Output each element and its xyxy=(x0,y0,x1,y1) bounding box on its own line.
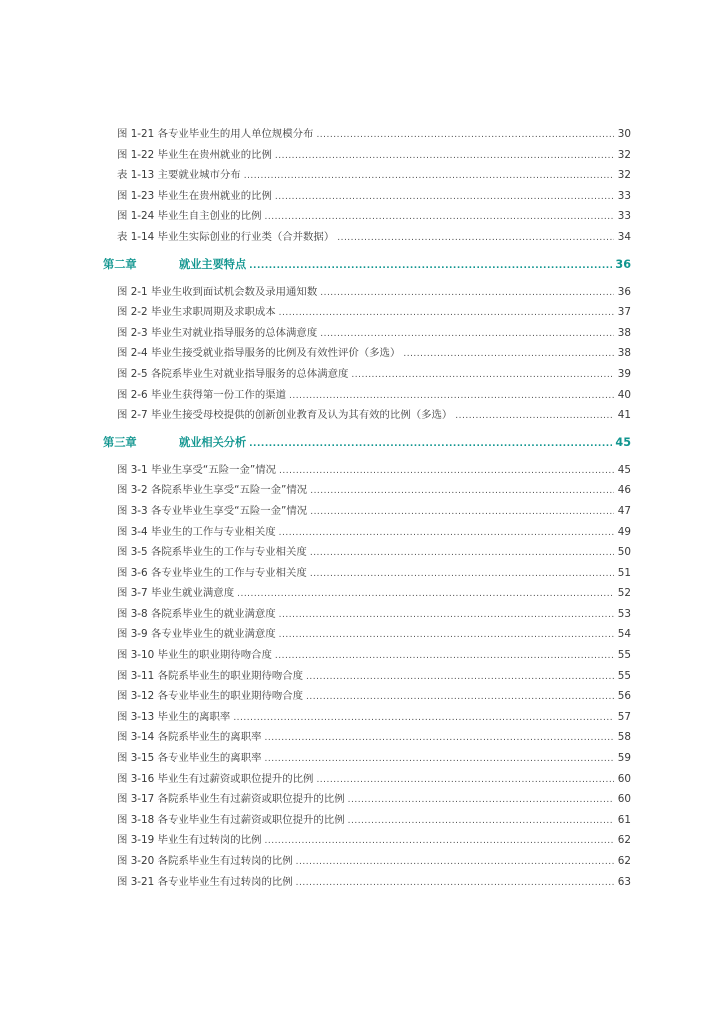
page-number: 60 xyxy=(617,772,631,785)
dot-leader xyxy=(264,831,614,852)
page-number: 55 xyxy=(617,649,631,662)
dot-leader xyxy=(320,283,614,304)
toc-entry-row[interactable] xyxy=(103,302,631,323)
toc-entry-row[interactable] xyxy=(103,830,631,851)
page-number: 33 xyxy=(617,210,631,223)
toc-entry-title: 图 3-19 毕业生有过转岗的比例 xyxy=(117,834,262,847)
dot-leader xyxy=(237,584,614,605)
dot-leader xyxy=(279,605,614,626)
toc-entry-title: 图 3-3 各专业毕业生享受“五险一金”情况 xyxy=(117,504,308,517)
toc-entry-row[interactable] xyxy=(103,343,631,364)
toc-entry-row[interactable] xyxy=(103,851,631,872)
page-number: 50 xyxy=(617,546,631,559)
dot-leader xyxy=(320,324,614,345)
toc-entry-row[interactable] xyxy=(103,769,631,790)
page-number: 37 xyxy=(617,306,631,319)
page-number: 62 xyxy=(617,855,631,867)
dot-leader xyxy=(289,386,614,407)
page-number: 38 xyxy=(617,326,631,339)
dot-leader xyxy=(310,481,614,502)
dot-leader xyxy=(455,406,614,427)
toc-entry-title: 图 1-24 毕业生自主创业的比例 xyxy=(117,210,262,223)
dot-leader xyxy=(249,432,612,456)
toc-entry-title: 图 3-13 毕业生的离职率 xyxy=(117,710,231,723)
dot-leader xyxy=(279,523,614,544)
toc-entry-title: 图 3-10 毕业生的职业期待吻合度 xyxy=(117,649,272,662)
toc-entry-row[interactable] xyxy=(103,789,631,810)
toc-entry-title: 图 2-4 毕业生接受就业指导服务的比例及有效性评价（多选） xyxy=(117,347,401,360)
page-number: 38 xyxy=(617,347,631,360)
toc-chapter-row[interactable] xyxy=(103,431,631,455)
toc-entry-title: 图 3-4 毕业生的工作与专业相关度 xyxy=(117,525,276,538)
dot-leader xyxy=(296,873,614,894)
dot-leader xyxy=(279,303,614,324)
page-number: 63 xyxy=(617,875,631,888)
toc-entry-title: 表 1-13 主要就业城市分布 xyxy=(117,169,241,182)
toc-entry-row[interactable] xyxy=(103,460,631,481)
toc-entry-title: 图 3-5 各院系毕业生的工作与专业相关度 xyxy=(117,546,307,559)
dot-leader xyxy=(316,770,614,791)
chapter-number: 第二章 xyxy=(103,257,137,271)
page-number: 36 xyxy=(615,257,631,271)
toc-entry-row[interactable] xyxy=(103,227,631,248)
toc-entry-row[interactable] xyxy=(103,124,631,145)
toc-entry-title: 图 3-11 各院系毕业生的职业期待吻合度 xyxy=(117,669,304,682)
toc-entry-row[interactable] xyxy=(103,542,631,563)
toc-entry-row[interactable] xyxy=(103,282,631,303)
toc-entry-row[interactable] xyxy=(103,385,631,406)
toc-entry-title: 图 3-12 各专业毕业生的职业期待吻合度 xyxy=(117,690,304,703)
toc-entry-row[interactable] xyxy=(103,666,631,687)
toc-entry-row[interactable] xyxy=(103,810,631,831)
page-number: 53 xyxy=(617,607,631,620)
page-number: 36 xyxy=(617,285,631,298)
toc-entry-row[interactable] xyxy=(103,364,631,385)
page-number: 32 xyxy=(617,148,631,161)
toc-entry-title: 图 3-9 各专业毕业生的就业满意度 xyxy=(117,628,276,641)
toc-entry-title: 图 2-3 毕业生对就业指导服务的总体满意度 xyxy=(117,326,318,339)
toc-entry-title: 图 3-6 各专业毕业生的工作与专业相关度 xyxy=(117,566,307,579)
page-number: 60 xyxy=(617,793,631,806)
dot-leader xyxy=(275,646,614,667)
toc-entry-title: 图 3-1 毕业生享受“五险一金”情况 xyxy=(117,463,277,476)
page-number: 34 xyxy=(617,230,631,243)
toc-entry-title: 图 3-2 各院系毕业生享受“五险一金”情况 xyxy=(117,484,308,497)
toc-entry-title: 图 2-7 毕业生接受母校提供的创新创业教育及认为其有效的比例（多选） xyxy=(117,409,453,422)
page-number: 52 xyxy=(617,587,631,600)
table-of-contents xyxy=(103,124,631,892)
toc-entry-title: 图 1-22 毕业生在贵州就业的比例 xyxy=(117,148,272,161)
page-number: 57 xyxy=(617,710,631,723)
page-number: 47 xyxy=(617,504,631,517)
dot-leader xyxy=(233,708,614,729)
toc-entry-title: 图 3-20 各院系毕业生有过转岗的比例 xyxy=(117,855,293,867)
chapter-number: 第三章 xyxy=(103,435,137,449)
toc-entry-row[interactable] xyxy=(103,604,631,625)
dot-leader xyxy=(351,365,614,386)
dot-leader xyxy=(264,207,614,228)
page-number: 41 xyxy=(617,409,631,422)
page-number: 61 xyxy=(617,813,631,826)
dot-leader xyxy=(244,166,614,187)
dot-leader xyxy=(337,228,614,249)
toc-entry-row[interactable] xyxy=(103,405,631,426)
page-number: 32 xyxy=(617,169,631,182)
toc-entry-title: 图 2-2 毕业生求职周期及求职成本 xyxy=(117,306,276,319)
toc-entry-row[interactable] xyxy=(103,186,631,207)
page-number: 45 xyxy=(615,435,631,449)
dot-leader xyxy=(310,543,614,564)
toc-entry-row[interactable] xyxy=(103,501,631,522)
toc-entry-row[interactable] xyxy=(103,480,631,501)
toc-entry-row[interactable] xyxy=(103,165,631,186)
toc-entry-title: 表 1-14 毕业生实际创业的行业类（合并数据） xyxy=(117,230,335,243)
toc-entry-title: 图 2-1 毕业生收到面试机会数及录用通知数 xyxy=(117,285,318,298)
page-number: 59 xyxy=(617,752,631,765)
dot-leader xyxy=(264,749,614,770)
dot-leader xyxy=(403,344,614,365)
toc-entry-title: 图 3-15 各专业毕业生的离职率 xyxy=(117,752,262,765)
toc-entry-row[interactable] xyxy=(103,145,631,166)
toc-entry-row[interactable] xyxy=(103,206,631,227)
dot-leader xyxy=(306,687,614,708)
toc-entry-title: 图 3-17 各院系毕业生有过薪资或职位提升的比例 xyxy=(117,793,345,806)
toc-entry-row[interactable] xyxy=(103,563,631,584)
chapter-name: 就业主要特点 xyxy=(179,257,247,271)
page-number: 45 xyxy=(617,463,631,476)
dot-leader xyxy=(279,461,614,482)
dot-leader xyxy=(249,254,612,278)
dot-leader xyxy=(296,852,614,873)
toc-entry-row[interactable] xyxy=(103,727,631,748)
dot-leader xyxy=(310,502,614,523)
chapter-title xyxy=(103,431,246,455)
page-number: 51 xyxy=(617,566,631,579)
toc-entry-row[interactable] xyxy=(103,645,631,666)
toc-entry-title: 图 2-6 毕业生获得第一份工作的渠道 xyxy=(117,388,287,401)
toc-entry-row[interactable] xyxy=(103,522,631,543)
page-number: 62 xyxy=(617,834,631,847)
toc-entry-row[interactable] xyxy=(103,686,631,707)
toc-entry-title: 图 3-16 毕业生有过薪资或职位提升的比例 xyxy=(117,772,314,785)
dot-leader xyxy=(348,790,614,811)
page-number: 49 xyxy=(617,525,631,538)
toc-entry-title: 图 3-21 各专业毕业生有过转岗的比例 xyxy=(117,875,293,888)
page-number: 40 xyxy=(617,388,631,401)
dot-leader xyxy=(306,667,614,688)
dot-leader xyxy=(275,146,614,167)
toc-chapter-row[interactable] xyxy=(103,253,631,277)
toc-entry-row[interactable] xyxy=(103,624,631,645)
page-number: 33 xyxy=(617,189,631,202)
dot-leader xyxy=(264,728,614,749)
toc-entry-title: 图 3-7 毕业生就业满意度 xyxy=(117,587,235,600)
page-number: 46 xyxy=(617,484,631,497)
toc-entry-title: 图 3-18 各专业毕业生有过薪资或职位提升的比例 xyxy=(117,813,345,826)
chapter-name: 就业相关分析 xyxy=(179,435,247,449)
toc-entry-title: 图 1-23 毕业生在贵州就业的比例 xyxy=(117,189,272,202)
page-number: 54 xyxy=(617,628,631,641)
page-number: 58 xyxy=(617,731,631,744)
page-number: 39 xyxy=(617,367,631,380)
page-number: 56 xyxy=(617,690,631,703)
dot-leader xyxy=(275,187,614,208)
page-number: 30 xyxy=(617,128,631,140)
dot-leader xyxy=(310,564,614,585)
dot-leader xyxy=(279,625,614,646)
toc-entry-row[interactable] xyxy=(103,707,631,728)
toc-entry-title: 图 1-21 各专业毕业生的用人单位规模分布 xyxy=(117,128,314,140)
toc-entry-row[interactable] xyxy=(103,583,631,604)
toc-entry-row[interactable] xyxy=(103,323,631,344)
toc-entry-row[interactable] xyxy=(103,872,631,893)
toc-entry-title: 图 3-8 各院系毕业生的就业满意度 xyxy=(117,607,276,620)
dot-leader xyxy=(316,125,614,146)
toc-entry-title: 图 3-14 各院系毕业生的离职率 xyxy=(117,731,262,744)
chapter-title xyxy=(103,253,246,277)
toc-entry-title: 图 2-5 各院系毕业生对就业指导服务的总体满意度 xyxy=(117,367,349,380)
dot-leader xyxy=(348,811,614,832)
page-number: 55 xyxy=(617,669,631,682)
toc-entry-row[interactable] xyxy=(103,748,631,769)
